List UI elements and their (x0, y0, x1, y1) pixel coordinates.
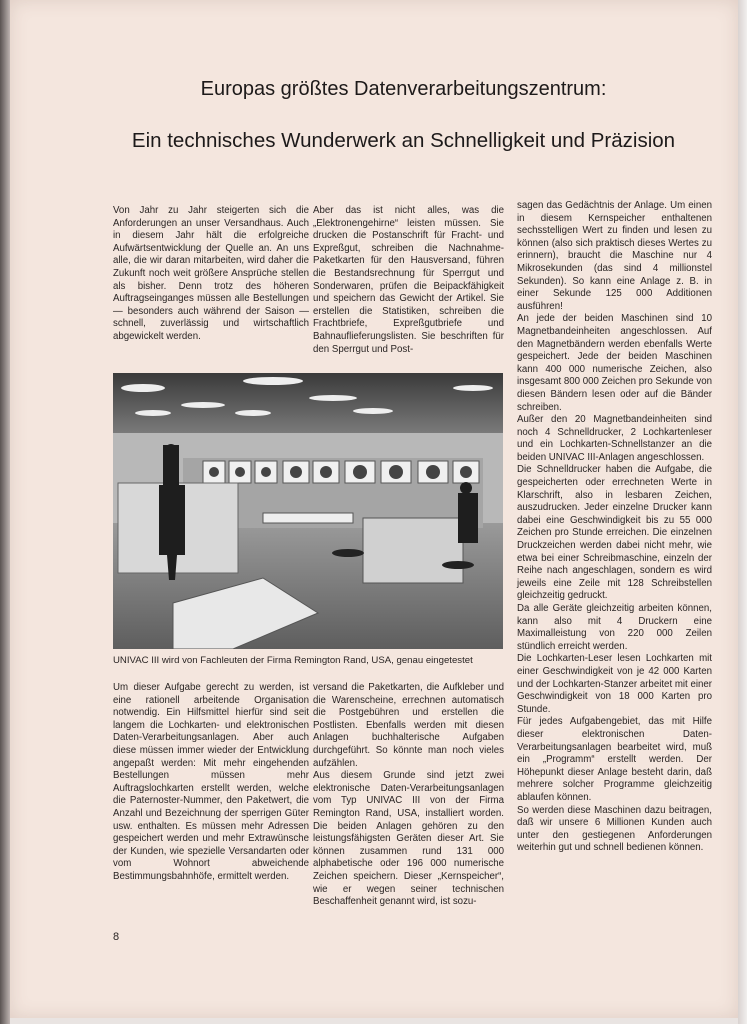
subheadline: Ein technisches Wunderwerk an Schnelligkeit und Präzision (131, 129, 676, 152)
paragraph: Für jedes Aufgabengebiet, das mit Hilfe dieser elektronischen Daten-Verarbeitungsanlagen bearbeitet wird, muß ein „Programm“ erstellt werden. Der Höhepunkt dieser Anlage besteht darin, daß mehrere solcher Programme gleichzeitig ablaufen können. (517, 716, 712, 803)
page-edge (738, 0, 747, 1024)
paragraph: Da alle Geräte gleichzeitig arbeiten können, kann also mit 4 Druckern eine Maximalleistung von 220 000 Zeilen stündlich erreicht werden. (517, 603, 712, 652)
paragraph: Die Schnelldrucker haben die Aufgabe, die gespeicherten oder errechneten Werte in Klarschrift, also in lesbaren Zeichen, auszudrucken. Jeder einzelne Drucker kann dabei eine Geschwindigkeit bis zu 55 000 Zeichen pro Stunde erreichen. Die einzelnen Druckzeichen werden dabei nicht mehr, wie etwa bei einer Schreibmaschine, einzeln der Reihe nach angeschlagen, sondern es wird jeweils eine Zeile mit 128 Schreibstellen gleichzeitig gedruckt. (517, 464, 712, 602)
computer-room-photo (113, 373, 503, 649)
column-1-bottom (113, 682, 309, 884)
binding-edge (0, 0, 10, 1024)
headline: Europas größtes Datenverarbeitungszentrum: (200, 78, 607, 100)
page-number: 8 (113, 931, 120, 943)
paragraph: Aus diesem Grunde sind jetzt zwei elektronische Daten-Verarbeitungsanlagen vom Typ UNIVAC III von der Firma Remington Rand, USA, installiert worden. Die beiden Anlagen gehören zu den leistungsfähigsten Geräten dieser Art. Sie können zusammen rund 131 000 alphabetische oder 196 000 numerische Zeichen speichern. Dieser „Kernspeicher“, wie er wegen seiner technischen Beschaffenheit genannt wird, ist sozu- (313, 770, 504, 908)
paragraph: Die Lochkarten-Leser lesen Lochkarten mit einer Geschwindigkeit von je 42 000 Karten und der Lochkarten-Stanzer arbeitet mit einer Geschwindigkeit von 18 000 Karten pro Stunde. (517, 653, 712, 715)
column-3 (517, 200, 712, 855)
paragraph: An jede der beiden Maschinen sind 10 Magnetbandeinheiten angeschlossen. Auf den Magnetbändern werden ebenfalls Werte gespeichert. Jede der beiden Maschinen kann 400 000 numerische Zeichen, also insgesamt 800 000 Zeichen pro Sekunde von diesen Bändern lesen oder auf die Bänder schreiben. (517, 313, 712, 413)
photo-caption: UNIVAC III wird von Fachleuten der Firma Remington Rand, USA, genau eingetestet (113, 655, 473, 666)
paragraph: Außer den 20 Magnetbandeinheiten sind noch 4 Schnelldrucker, 2 Lochkartenleser und ein Lochkarten-Schnellstanzer an die beiden UNIVAC III-Anlagen angeschlossen. (517, 414, 712, 463)
paragraph: Um dieser Aufgabe gerecht zu werden, ist eine rationell arbeitende Organisation notwendig. Ein Hilfsmittel hierfür sind seit langem die Lochkarten- und elektronischen Daten-Verarbeitungsanlagen. Aber auch diese müssen immer wieder der Entwicklung angepaßt werden: Mit mehr eingehenden Bestellungen müssen mehr Auftragslochkarten erstellt werden, welche die Paternoster-Nummer, den Paketwert, die Anzahl und Bezeichnung der sperrigen Güter usw. enthalten. Es müssen mehr Adressen gespeichert werden und mehr Extrawünsche der Kunden, wie spezielle Versandarten oder vom Wohnort abweichende Bestimmungsbahnhöfe, ermittelt werden. (113, 682, 309, 882)
photo-illustration (113, 373, 503, 649)
column-2-bottom (313, 682, 504, 909)
column-1-top (113, 205, 309, 344)
paragraph: Von Jahr zu Jahr steigerten sich die Anforderungen an unser Versandhaus. Auch in diesem Jahr hält die erfolgreiche Aufwärtsentwicklung der Quelle an. An uns alle, die wir daran mitarbeiten, wird daher die Zukunft noch weit größere Ansprüche stellen als bisher. Denn trotz des höheren Auftragseinganges müssen alle Bestellungen — besonders auch während der Saison — schnell, zuverlässig und wirtschaftlich abgewickelt werden. (113, 205, 309, 342)
paragraph: sagen das Gedächtnis der Anlage. Um einen in diesem Kernspeicher enthaltenen sechsstelligen Wert zu finden und lesen zu können (also sich praktisch dieses Wertes zu erinnern), braucht die Maschine nur 4 Mikrosekunden (das sind 4 millionstel Sekunden). So kann eine Anlage z. B. in einer Sekunde 125 000 Additionen ausführen! (517, 200, 712, 312)
paragraph: versand die Paketkarten, die Aufkleber und die Warenscheine, errechnen automatisch die Postgebühren und erstellen die Postlisten. Ebenfalls werden mit diesen Anlagen buchhalterische Aufgaben durchgeführt. So könnte man noch vieles aufzählen. (313, 682, 504, 769)
paragraph: Aber das ist nicht alles, was die „Elektronengehirne“ leisten müssen. Sie drucken die Postanschrift für Fracht- und Expreßgut, schreiben die Nachnahme-Paketkarten für den Hausversand, führen die Bestandsrechnung für Sperrgut und Sonderwaren, prüfen die Beipackfähigkeit und speichern das Gewicht der Artikel. Sie erstellen die Statistiken, schreiben die Frachtbriefe, Expreßgutbriefe und Bahnauflieferungslisten. Sie beschriften für den Sperrgut und Post- (313, 205, 504, 355)
paragraph: So werden diese Maschinen dazu beitragen, daß wir unsere 6 Millionen Kunden auch unter den gestiegenen Anforderungen weiterhin gut und schnell bedienen können. (517, 804, 712, 854)
column-2-top (313, 205, 504, 356)
